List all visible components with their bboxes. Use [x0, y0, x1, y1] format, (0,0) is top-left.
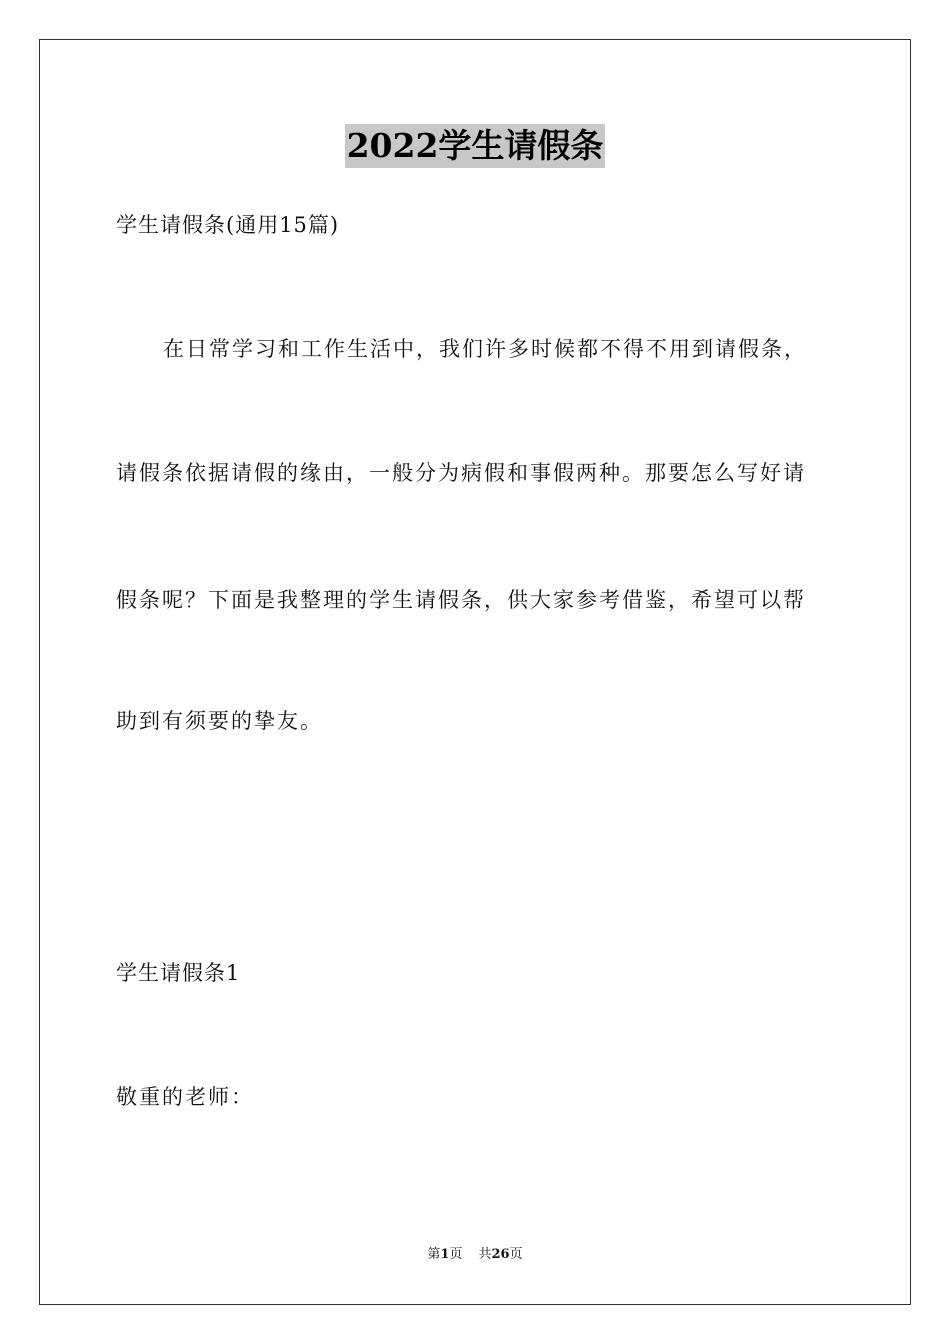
page-footer	[0, 1246, 950, 1264]
footer-page-number: 1	[440, 1247, 450, 1262]
letter-greeting: 敬重的老师：	[116, 1085, 254, 1109]
footer-prefix: 第	[427, 1247, 441, 1262]
footer-page-suffix: 页	[449, 1247, 463, 1262]
footer-total-prefix: 共	[478, 1247, 492, 1262]
intro-line-1: 在日常学习和工作生活中，我们许多时候都不得不用到请假条，	[163, 337, 807, 361]
footer-total-pages: 26	[491, 1247, 510, 1262]
intro-line-4: 助到有须要的挚友。	[116, 709, 323, 733]
intro-line-3: 假条呢？下面是我整理的学生请假条，供大家参考借鉴，希望可以帮	[116, 588, 806, 612]
section-title: 学生请假条1	[116, 961, 241, 985]
title-container	[0, 124, 950, 168]
document-title: 2022学生请假条	[345, 124, 606, 168]
intro-line-2: 请假条依据请假的缘由，一般分为病假和事假两种。那要怎么写好请	[116, 461, 806, 485]
document-subtitle: 学生请假条(通用15篇)	[116, 213, 340, 237]
footer-total-suffix: 页	[509, 1247, 523, 1262]
